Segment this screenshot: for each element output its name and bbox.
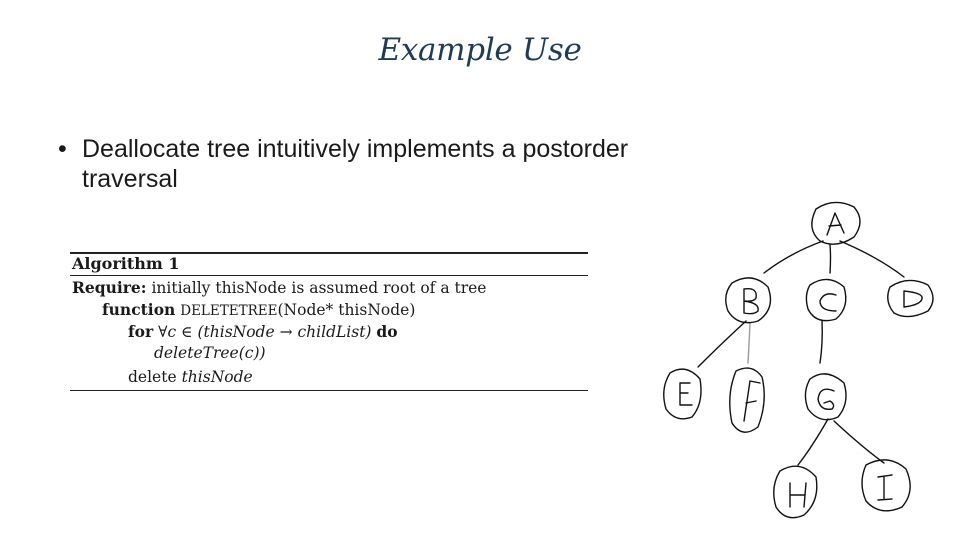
- algorithm-require-line: [72, 278, 486, 297]
- edge-b-e: [698, 321, 746, 367]
- node-a: [812, 202, 860, 244]
- edge-g-h: [798, 419, 828, 465]
- edge-a-b: [764, 241, 823, 273]
- hand-drawn-tree: [640, 195, 960, 535]
- require-text: initially thisNode is assumed root of a tree: [151, 279, 487, 297]
- for-condition: ∀c ∈ (thisNode → childList): [158, 323, 372, 341]
- do-keyword: do: [376, 322, 398, 341]
- algorithm-box: [70, 248, 588, 392]
- node-e: [664, 369, 701, 419]
- algorithm-delete-line: [128, 368, 253, 386]
- edge-c-g: [820, 321, 822, 363]
- algorithm-for-line: [128, 322, 398, 341]
- bullet-marker: •: [58, 135, 67, 163]
- algorithm-function-line: [102, 300, 415, 319]
- function-params: (Node* thisNode): [277, 301, 416, 319]
- node-d: [888, 280, 933, 316]
- function-keyword: function: [102, 300, 176, 319]
- node-g: [805, 374, 846, 420]
- algorithm-header-rule: [70, 275, 588, 276]
- node-i: [862, 460, 910, 511]
- tree-drawing: [640, 195, 960, 535]
- node-f: [730, 368, 765, 432]
- node-h: [774, 466, 817, 517]
- edge-b-f: [748, 323, 750, 363]
- require-label: Require:: [72, 278, 147, 297]
- edge-g-i: [834, 421, 884, 463]
- function-name: DELETETREE: [180, 303, 278, 319]
- edge-a-c: [830, 245, 831, 273]
- algorithm-recursive-call: deleteTree(c)): [154, 344, 266, 362]
- algorithm-bottom-rule: [70, 390, 588, 391]
- bullet-line-2: traversal: [82, 165, 178, 193]
- node-c: [806, 279, 845, 320]
- for-keyword: for: [128, 322, 154, 341]
- algorithm-header: Algorithm 1: [72, 254, 180, 273]
- bullet-line-1: Deallocate tree intuitively implements a postorder: [82, 135, 629, 163]
- node-b: [726, 278, 771, 323]
- edge-a-d: [840, 241, 904, 277]
- delete-keyword: delete: [128, 368, 177, 386]
- delete-target: thisNode: [181, 368, 253, 386]
- slide-title: Example Use: [378, 32, 582, 68]
- bullet-text: [82, 134, 722, 194]
